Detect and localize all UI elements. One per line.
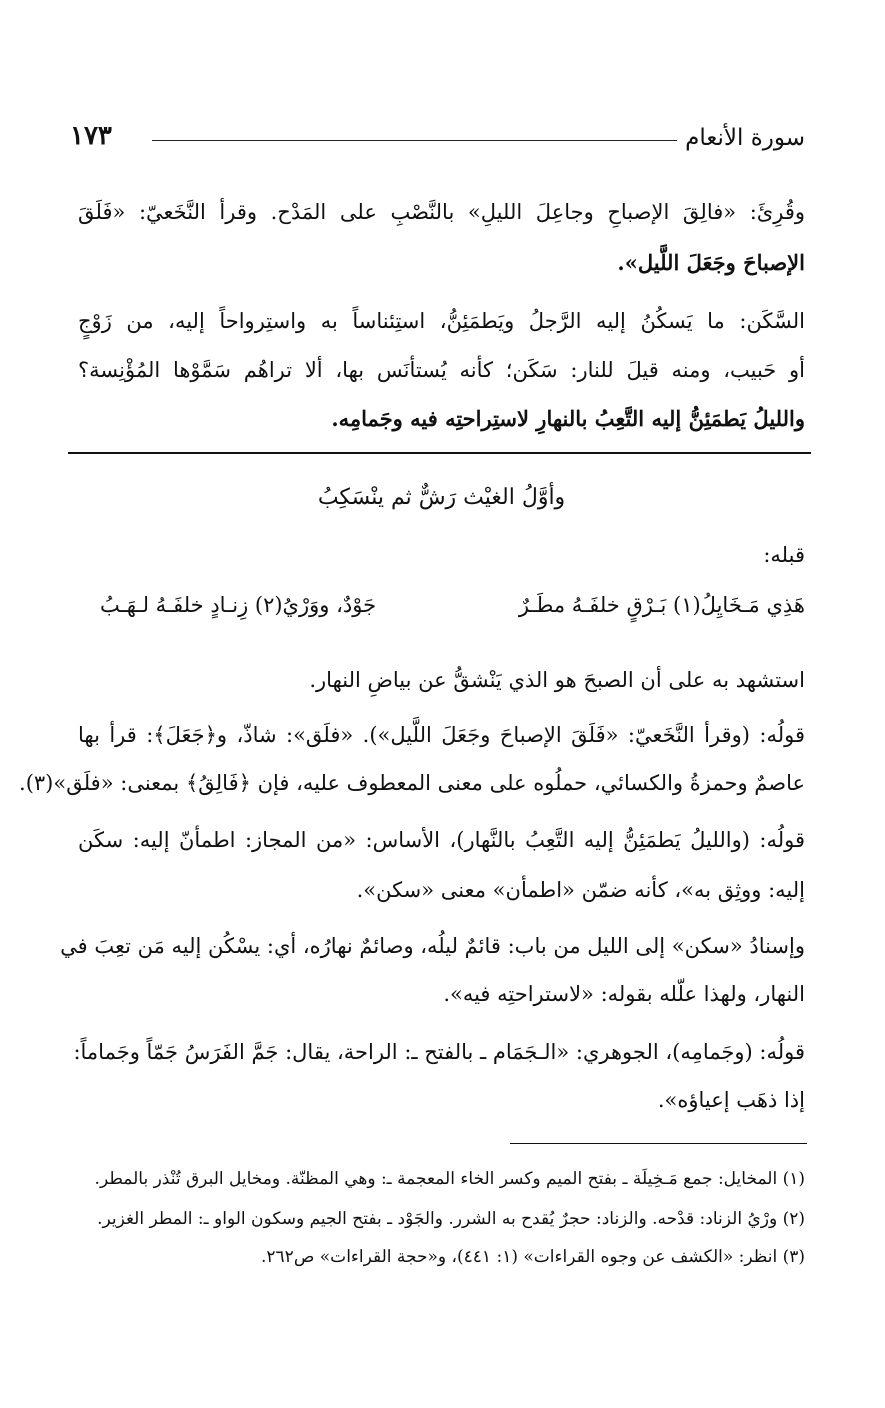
commentary-p5-line2: إذا ذهَب إعياؤه». bbox=[657, 1088, 805, 1112]
commentary-p2-line2: عاصمٌ وحمزةُ والكسائي، حملُوه على معنى المعطوف عليه، فإن ﴿فَالِقُ﴾ بمعنى: «فلَق»(٣). bbox=[19, 771, 805, 795]
section-divider bbox=[68, 452, 811, 454]
commentary-p3-line1: قولُه: (والليلُ يَطمَئِنُّ إليه التَّعِبُ بالنَّهار)، الأساس: «من المجاز: اطمأنّ إليه: سكَن bbox=[78, 828, 805, 852]
footnote-2: (٢) ورْيُ الزناد: قدْحه. والزناد: حجرٌ يُقدح به الشرر. والجَوْد ـ بفتح الجيم وسكون الواو ـ: المطر الغزير. bbox=[97, 1209, 805, 1229]
commentary-p5-line1: قولُه: (وجَمامِه)، الجوهري: «الـجَمَام ـ بالفتح ـ: الراحة، يقال: جَمَّ الفَرَسُ جَمّاً وجَماماً: bbox=[73, 1040, 805, 1064]
footnote-rule bbox=[510, 1143, 807, 1144]
main-text-line-1: وقُرِئَ: «فالِقَ الإصباحِ وجاعِلَ الليلِ» بالنَّصْبِ على المَدْح. وقرأ النَّخَعيّ: «فَلَقَ bbox=[78, 200, 805, 224]
before-label: قبله: bbox=[763, 543, 805, 567]
main-text-line-5: والليلُ يَطمَئِنُّ إليه التَّعِبُ بالنهارِ لاستِراحتِه فيه وجَمامِه. bbox=[331, 406, 805, 431]
main-text-line-3: السَّكَن: ما يَسكُنُ إليه الرَّجلُ ويَطمَئِنُّ، استِئناساً به واستِرواحاً إليه، من زَوْجٍ bbox=[78, 309, 805, 333]
couplet-second-hemistich: جَوْدٌ، ووَرْيُ(٢) زِنـادٍ خلفَـهُ لـهَـبُ bbox=[100, 593, 377, 617]
header-rule bbox=[152, 140, 677, 141]
commentary-p1: استشهد به على أن الصبحَ هو الذي يَنْشقُّ عن بياضِ النهار. bbox=[309, 668, 805, 692]
verse-line: وأوَّلُ الغيْث رَشٌّ ثم ينْسَكِبُ bbox=[317, 485, 566, 510]
main-text-line-2: الإصباحَ وجَعَلَ اللَّيل». bbox=[617, 250, 805, 275]
page-header-title: سورة الأنعام bbox=[685, 125, 805, 151]
commentary-p3-line2: إليه: ووثِق به»، كأنه ضمّن «اطمأن» معنى «سكن». bbox=[356, 878, 805, 902]
commentary-p4-line1: وإسنادُ «سكن» إلى الليل من باب: قائمٌ ليلُه، وصائمٌ نهارُه، أي: يسْكُن إليه مَن تعِبَ في bbox=[60, 934, 805, 958]
footnote-3: (٣) انظر: «الكشف عن وجوه القراءات» (١: ٤٤١)، و«حجة القراءات» ص٢٦٢. bbox=[261, 1247, 805, 1267]
couplet-first-hemistich: هَذِي مَـخَايِلُ(١) بَـرْقٍ خلفَـهُ مطَـرٌ bbox=[518, 593, 805, 617]
commentary-p4-line2: النهار، ولهذا علّله بقوله: «لاستراحتِه فيه». bbox=[443, 982, 805, 1006]
commentary-p2-line1: قولُه: (وقرأ النَّخَعيّ: «فَلَقَ الإصباحَ وجَعَلَ اللَّيل»). «فلَق»: شاذّ، و﴿جَعَلَ﴾: قرأ بها bbox=[78, 723, 805, 747]
page-number: ١٧٣ bbox=[70, 121, 112, 151]
main-text-line-4: أو حَبيب، ومنه قيلَ للنار: سَكَن؛ كأنه يُستأنَس بها، ألا تراهُم سَمَّوْها المُؤْنِسة؟ bbox=[78, 358, 805, 382]
footnote-1: (١) المخايل: جمع مَـخِيلَة ـ بفتح الميم وكسر الخاء المعجمة ـ: وهي المظنّة. ومخايل البرق تُنْذر بالمطر. bbox=[94, 1169, 805, 1189]
